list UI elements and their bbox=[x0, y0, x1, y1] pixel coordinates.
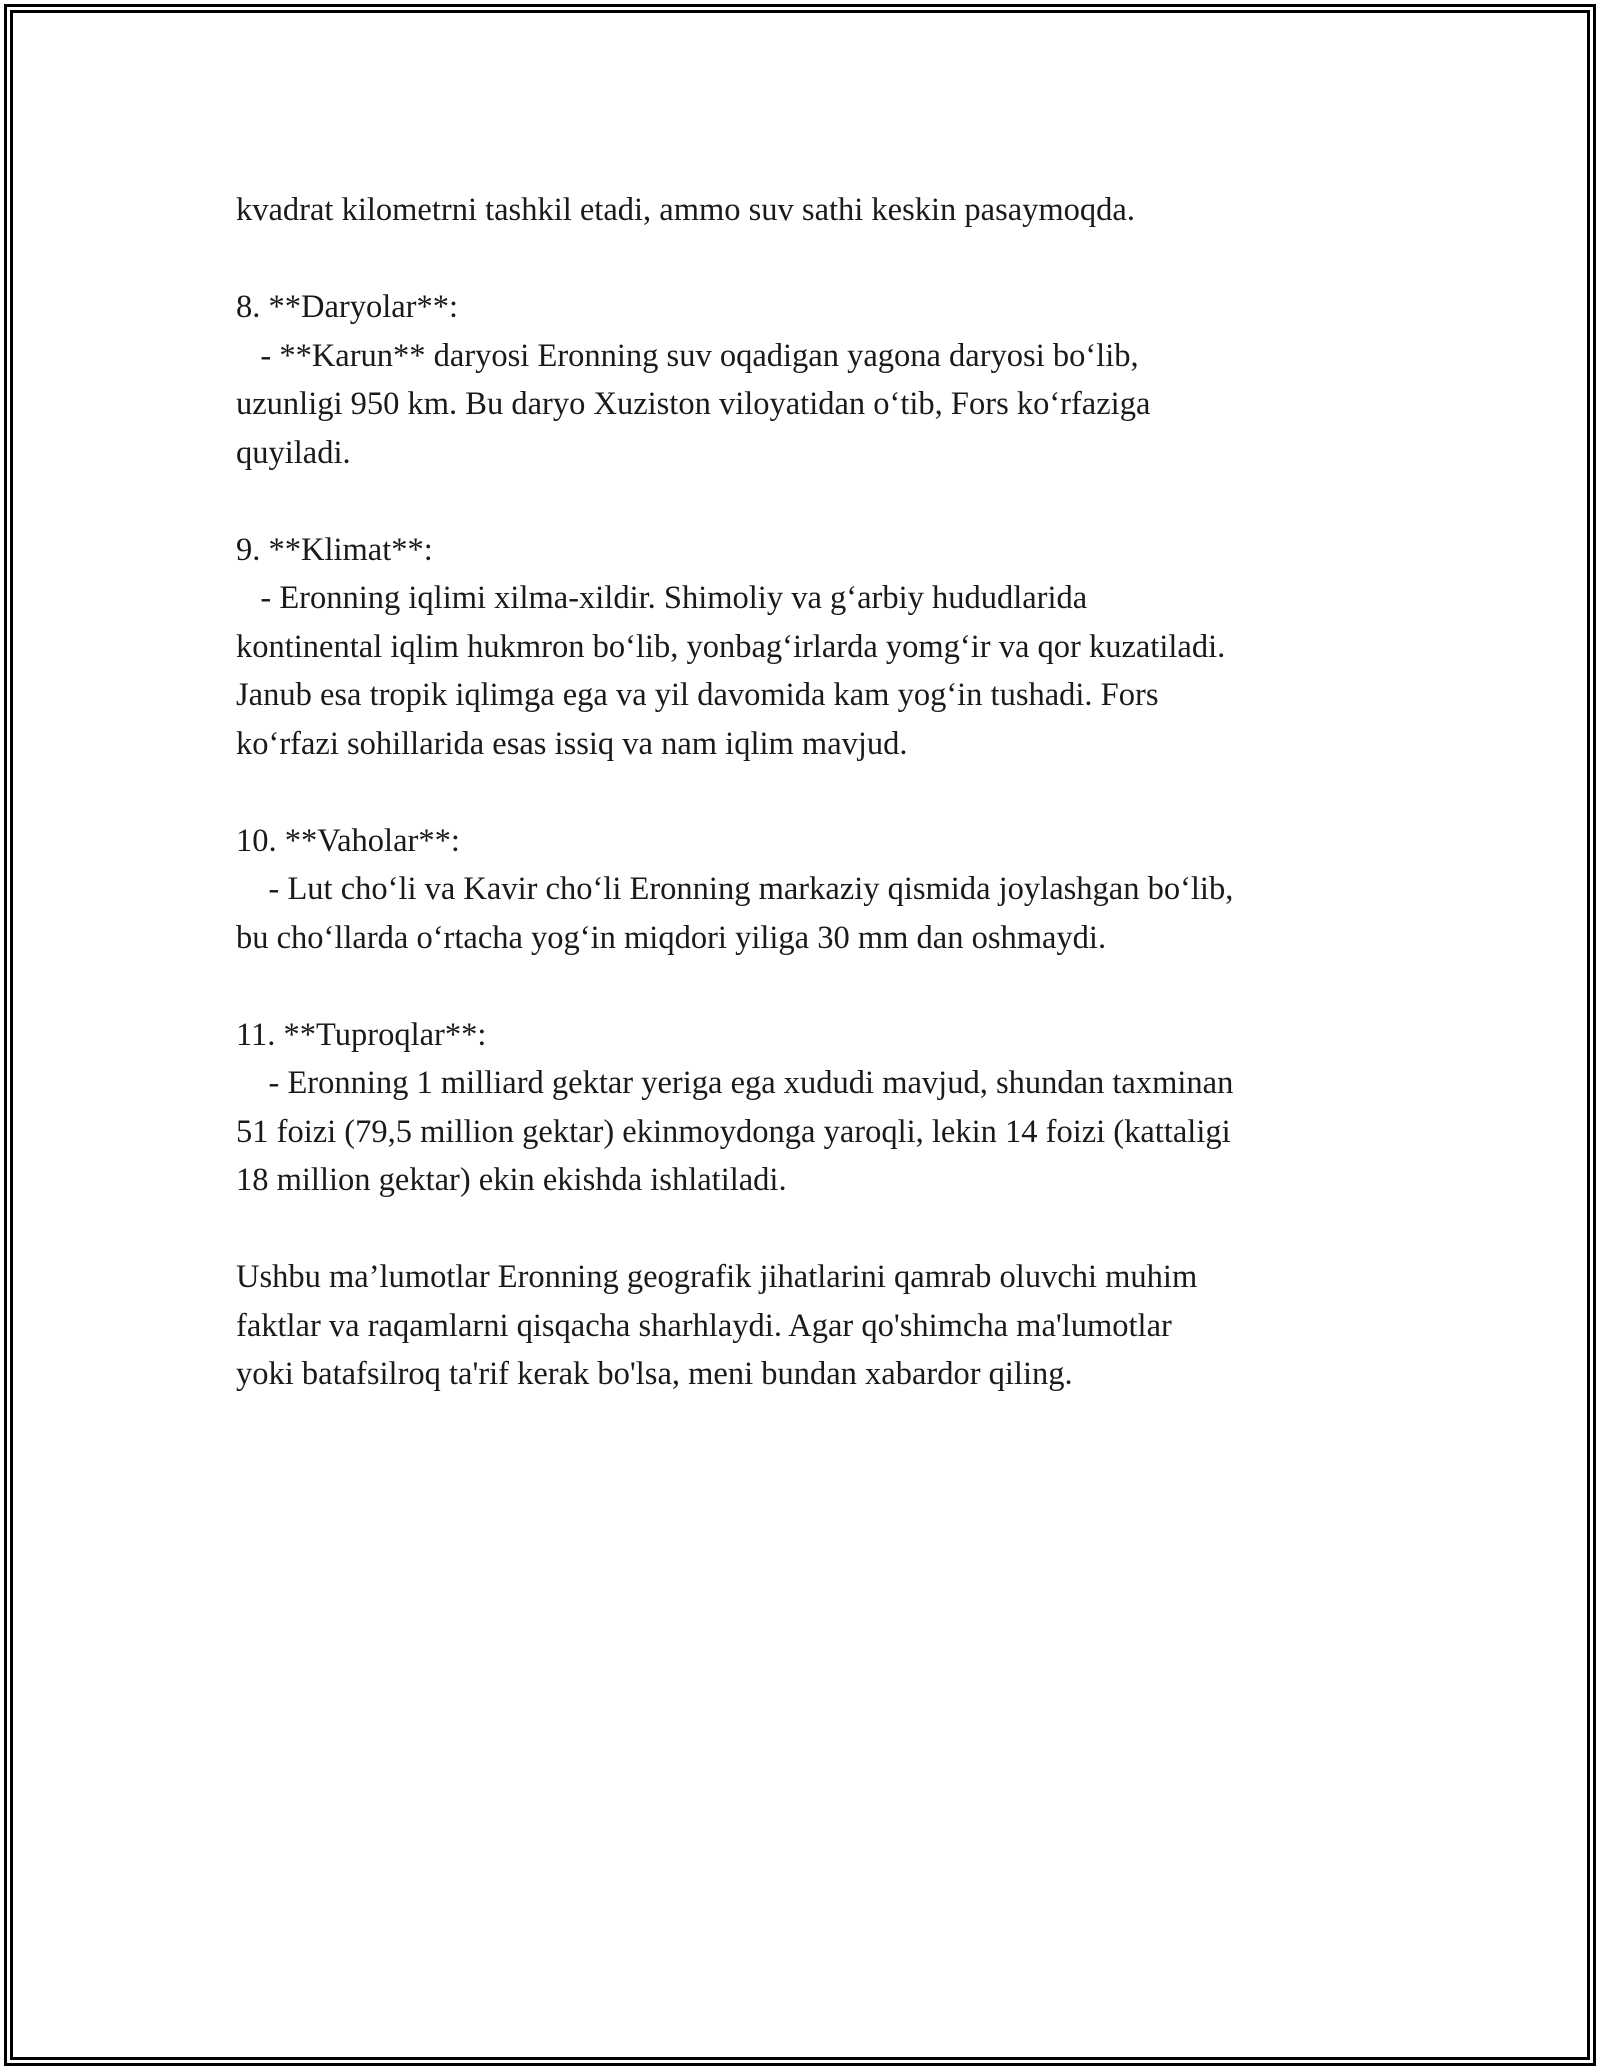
closing-paragraph-line: yoki batafsilroq ta'rif kerak bo'lsa, meni bundan xabardor qiling. bbox=[236, 1356, 1073, 1392]
text-line: Janub esa tropik iqlimga ega va yil davomida kam yog‘in tushadi. Fors bbox=[236, 677, 1159, 713]
text-line: uzunligi 950 km. Bu daryo Xuziston viloyatidan o‘tib, Fors ko‘rfaziga bbox=[236, 386, 1151, 422]
text-line: - Eronning iqlimi xilma-xildir. Shimoliy va g‘arbiy hududlarida bbox=[236, 580, 1088, 616]
blank-line bbox=[236, 477, 1386, 526]
section-heading-tuproqlar: 11. **Tuproqlar**: bbox=[236, 1016, 487, 1053]
closing-paragraph-line: Ushbu ma’lumotlar Eronning geografik jihatlarini qamrab oluvchi muhim bbox=[236, 1259, 1198, 1295]
section-heading-vaholar: 10. **Vaholar**: bbox=[236, 822, 460, 859]
text-line: - **Karun** daryosi Eronning suv oqadigan yagona daryosi bo‘lib, bbox=[236, 337, 1139, 374]
blank-line bbox=[236, 768, 1386, 817]
text-line: quyiladi. bbox=[236, 434, 351, 471]
text-line: 51 foizi (79,5 million gektar) ekinmoydonga yaroqli, lekin 14 foizi (kattaligi bbox=[236, 1113, 1231, 1150]
blank-line bbox=[236, 1205, 1386, 1254]
blank-line bbox=[236, 235, 1386, 284]
section-heading-daryolar: 8. **Daryolar**: bbox=[236, 289, 459, 325]
text-line: kvadrat kilometrni tashkil etadi, ammo suv sathi keskin pasaymoqda. bbox=[236, 192, 1135, 228]
section-heading-klimat: 9. **Klimat**: bbox=[236, 531, 433, 568]
text-line: - Eronning 1 milliard gektar yeriga ega xududi mavjud, shundan taxminan bbox=[236, 1065, 1234, 1101]
text-line: ko‘rfazi sohillarida esas issiq va nam iqlim mavjud. bbox=[236, 725, 908, 762]
text-line: bu cho‘llarda o‘rtacha yog‘in miqdori yiliga 30 mm dan oshmaydi. bbox=[236, 919, 1107, 956]
text-line: - Lut cho‘li va Kavir cho‘li Eronning markaziy qismida joylashgan bo‘lib, bbox=[236, 871, 1234, 907]
text-line: kontinental iqlim hukmron bo‘lib, yonbag‘irlarda yomg‘ir va qor kuzatiladi. bbox=[236, 628, 1226, 665]
blank-line bbox=[236, 962, 1386, 1011]
document-body bbox=[236, 186, 1386, 1399]
text-line: 18 million gektar) ekin ekishda ishlatiladi. bbox=[236, 1162, 787, 1198]
closing-paragraph-line: faktlar va raqamlarni qisqacha sharhlaydi. Agar qo'shimcha ma'lumotlar bbox=[236, 1307, 1172, 1344]
